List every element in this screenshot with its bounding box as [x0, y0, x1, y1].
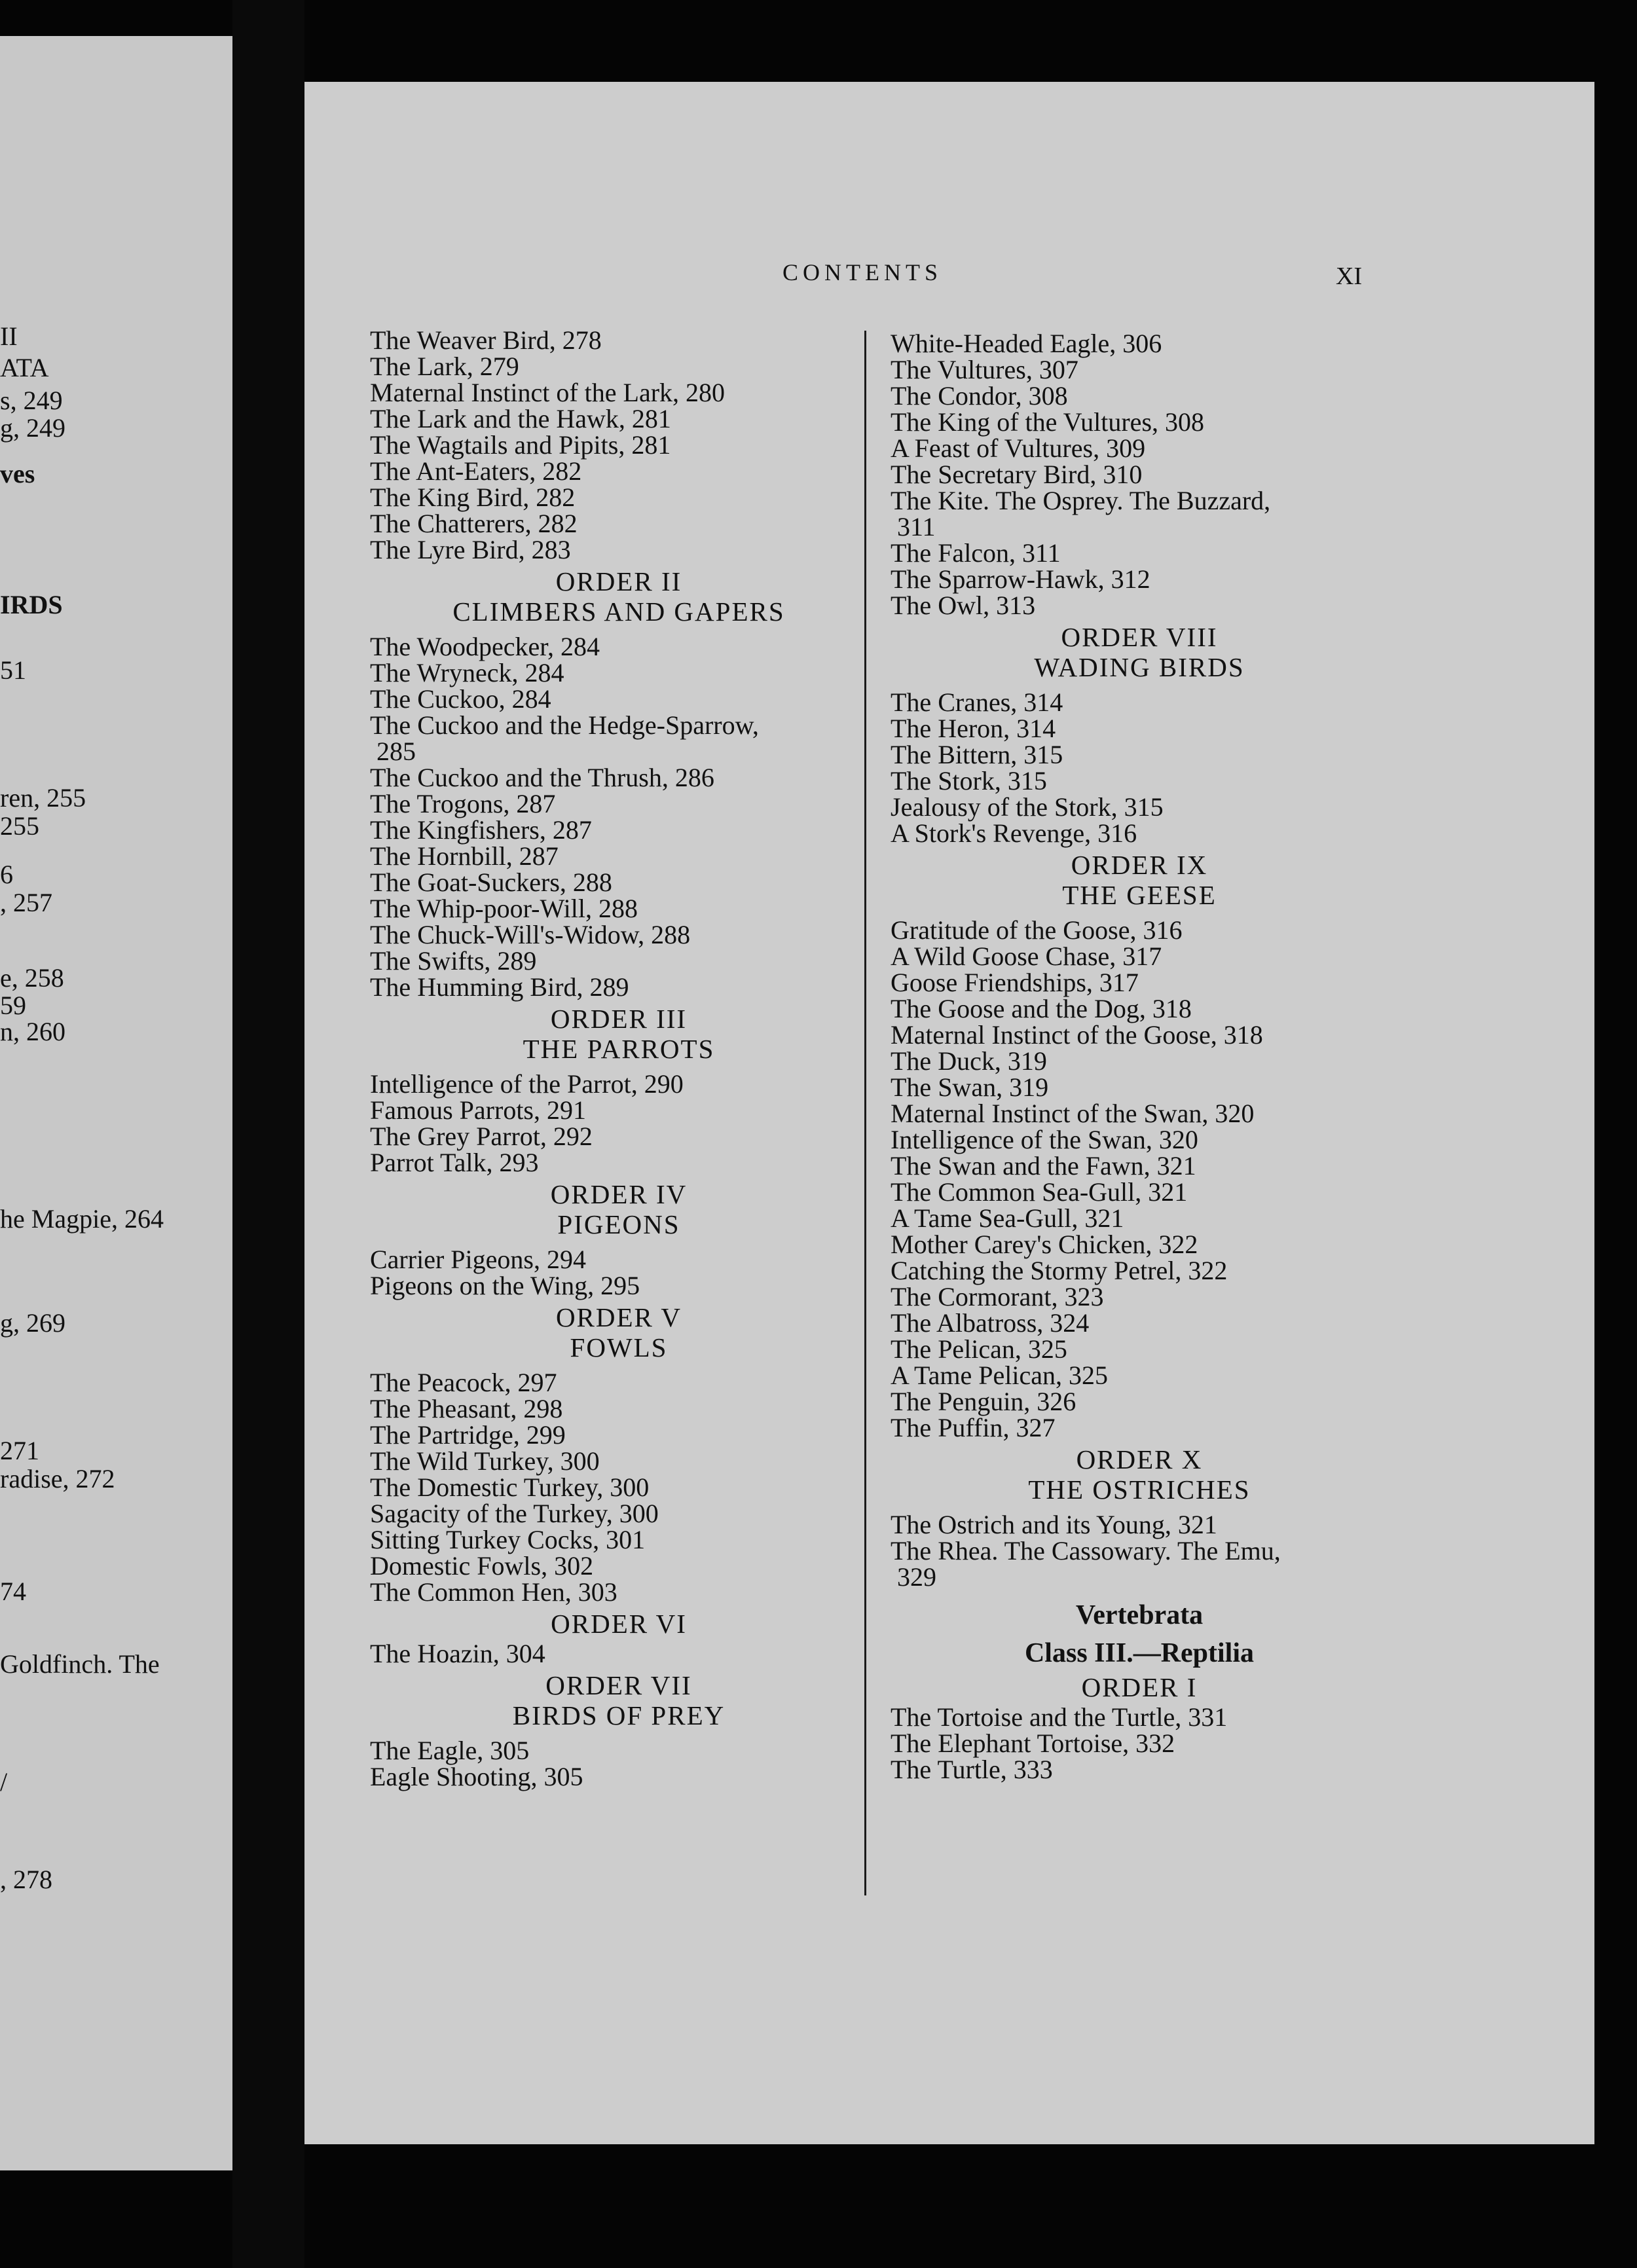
facing-page-text: 271 [0, 1436, 39, 1465]
contents-entry: The Lark, 279 [370, 352, 519, 381]
contents-entry: The Chuck-Will's-Widow, 288 [370, 920, 691, 949]
order-heading: ORDER IX [1071, 850, 1208, 880]
contents-entry: The Common Sea-Gull, 321 [891, 1177, 1188, 1207]
facing-page-text: , 278 [0, 1865, 52, 1894]
contents-entry: Intelligence of the Swan, 320 [891, 1125, 1198, 1154]
contents-entry: The Lyre Bird, 283 [370, 535, 571, 564]
facing-page-text: II [0, 321, 18, 351]
section-heading: THE GEESE [1062, 880, 1217, 910]
section-heading: CLIMBERS AND GAPERS [452, 596, 785, 627]
contents-entry: The Chatterers, 282 [370, 509, 578, 538]
contents-entry: The Whip-poor-Will, 288 [370, 894, 638, 923]
contents-entry: The Wagtails and Pipits, 281 [370, 430, 671, 460]
facing-page-text: 51 [0, 655, 26, 685]
order-heading: ORDER X [1076, 1444, 1203, 1474]
section-heading: THE PARROTS [523, 1034, 715, 1064]
contents-entry: The Goat-Suckers, 288 [370, 868, 612, 897]
contents-entry: The King of the Vultures, 308 [891, 407, 1205, 437]
contents-entry: The Pelican, 325 [891, 1334, 1067, 1364]
contents-entry: The Vultures, 307 [891, 355, 1078, 384]
facing-page-text: 255 [0, 811, 39, 841]
contents-entry: The Cuckoo and the Thrush, 286 [370, 763, 714, 792]
contents-entry: A Feast of Vultures, 309 [891, 433, 1146, 463]
contents-entry: Maternal Instinct of the Lark, 280 [370, 378, 726, 407]
contents-entry: The Eagle, 305 [370, 1736, 530, 1765]
order-heading: ORDER IV [550, 1179, 688, 1209]
facing-page [0, 36, 232, 2170]
column-divider [864, 331, 866, 1895]
contents-entry: The Cuckoo and the Hedge-Sparrow, [370, 710, 759, 740]
facing-page-text: ren, 255 [0, 783, 86, 813]
facing-page-text: ATA [0, 353, 49, 382]
contents-entry: Jealousy of the Stork, 315 [891, 792, 1164, 822]
contents-entry: The Hoazin, 304 [370, 1639, 545, 1668]
section-heading: PIGEONS [557, 1209, 680, 1239]
facing-page-text: ves [0, 459, 35, 488]
facing-page-text: g, 249 [0, 413, 65, 443]
class-heading: Vertebrata [1075, 1600, 1204, 1630]
facing-page-text: n, 260 [0, 1017, 65, 1046]
contents-entry: The Falcon, 311 [891, 538, 1061, 568]
contents-entry: The Ant-Eaters, 282 [370, 456, 582, 486]
contents-entry: The Peacock, 297 [370, 1368, 557, 1397]
contents-entry: A Wild Goose Chase, 317 [891, 942, 1162, 971]
contents-entry: The Sparrow-Hawk, 312 [891, 564, 1150, 594]
facing-page-text: he Magpie, 264 [0, 1204, 164, 1234]
contents-entry: Eagle Shooting, 305 [370, 1762, 583, 1791]
contents-entry: The King Bird, 282 [370, 483, 576, 512]
contents-entry: The Swan, 319 [891, 1072, 1049, 1102]
contents-entry: The Pheasant, 298 [370, 1394, 563, 1423]
facing-page-text: 6 [0, 860, 13, 889]
contents-entry: A Tame Sea-Gull, 321 [891, 1203, 1124, 1233]
contents-entry: Parrot Talk, 293 [370, 1148, 539, 1177]
contents-entry: The Albatross, 324 [891, 1308, 1090, 1338]
contents-entry: Intelligence of the Parrot, 290 [370, 1069, 684, 1099]
contents-entry: White-Headed Eagle, 306 [891, 329, 1162, 358]
book-gutter [232, 0, 304, 2268]
order-heading: ORDER II [555, 566, 682, 596]
contents-entry: The Woodpecker, 284 [370, 632, 600, 661]
order-heading: ORDER I [1081, 1672, 1198, 1702]
contents-entry: The Condor, 308 [891, 381, 1068, 411]
contents-entry: The Grey Parrot, 292 [370, 1122, 593, 1151]
contents-entry: The Puffin, 327 [891, 1413, 1056, 1442]
contents-entry: The Humming Bird, 289 [370, 972, 629, 1002]
class-heading: Class III.—Reptilia [1024, 1638, 1255, 1668]
facing-page-text: , 257 [0, 888, 52, 917]
order-heading: ORDER VIII [1061, 622, 1218, 652]
contents-entry: The Swan and the Fawn, 321 [891, 1151, 1196, 1180]
contents-entry: The Kite. The Osprey. The Buzzard, [891, 486, 1271, 515]
contents-entry: Sitting Turkey Cocks, 301 [370, 1525, 646, 1554]
contents-entry: Catching the Stormy Petrel, 322 [891, 1256, 1228, 1285]
contents-entry: The Kingfishers, 287 [370, 815, 592, 845]
facing-page-text: IRDS [0, 590, 63, 619]
contents-entry: The Wryneck, 284 [370, 658, 564, 687]
contents-column-2 [891, 331, 1388, 1783]
contents-entry: Goose Friendships, 317 [891, 968, 1139, 997]
contents-entry: A Stork's Revenge, 316 [891, 818, 1137, 848]
section-heading: FOWLS [570, 1332, 668, 1363]
facing-page-text: 59 [0, 991, 26, 1020]
facing-page-text: e, 258 [0, 963, 64, 993]
facing-page-text: g, 269 [0, 1308, 65, 1338]
contents-entry: Sagacity of the Turkey, 300 [370, 1499, 659, 1528]
order-heading: ORDER V [555, 1302, 682, 1332]
contents-entry: The Owl, 313 [891, 591, 1036, 620]
contents-entry: The Trogons, 287 [370, 789, 556, 818]
contents-entry: Domestic Fowls, 302 [370, 1551, 594, 1581]
contents-entry: The Elephant Tortoise, 332 [891, 1728, 1175, 1758]
contents-entry: The Hornbill, 287 [370, 841, 559, 871]
contents-entry: Famous Parrots, 291 [370, 1095, 586, 1125]
contents-entry: The Weaver Bird, 278 [370, 325, 602, 355]
facing-page-text: / [0, 1767, 8, 1797]
contents-entry: The Lark and the Hawk, 281 [370, 404, 671, 433]
contents-entry: The Turtle, 333 [891, 1755, 1053, 1784]
contents-entry: The Secretary Bird, 310 [891, 460, 1143, 489]
contents-entry: The Heron, 314 [891, 714, 1056, 743]
contents-entry: Gratitude of the Goose, 316 [891, 915, 1183, 945]
section-heading: WADING BIRDS [1034, 652, 1245, 682]
contents-entry: The Domestic Turkey, 300 [370, 1472, 650, 1502]
facing-page-text: s, 249 [0, 386, 63, 415]
contents-entry: The Swifts, 289 [370, 946, 537, 976]
contents-entry: The Bittern, 315 [891, 740, 1063, 769]
order-heading: ORDER VI [551, 1609, 687, 1639]
entry-continuation: 311 [897, 512, 936, 541]
section-heading: BIRDS OF PREY [512, 1700, 726, 1730]
order-heading: ORDER III [550, 1004, 688, 1034]
contents-entry: The Tortoise and the Turtle, 331 [891, 1702, 1228, 1732]
contents-entry: The Ostrich and its Young, 321 [891, 1510, 1217, 1539]
contents-entry: The Goose and the Dog, 318 [891, 994, 1192, 1023]
running-head: CONTENTS [782, 259, 942, 285]
contents-entry: A Tame Pelican, 325 [891, 1361, 1108, 1390]
page-number: XI [1336, 263, 1363, 290]
contents-entry: Carrier Pigeons, 294 [370, 1245, 586, 1274]
contents-column-1 [370, 327, 868, 1790]
entry-continuation: 285 [377, 737, 416, 766]
contents-entry: Maternal Instinct of the Goose, 318 [891, 1020, 1263, 1050]
facing-page-text: Goldfinch. The [0, 1649, 160, 1679]
entry-continuation: 329 [897, 1562, 936, 1592]
facing-page-text: 74 [0, 1577, 26, 1606]
contents-entry: Maternal Instinct of the Swan, 320 [891, 1099, 1255, 1128]
order-heading: ORDER VII [545, 1670, 692, 1700]
contents-entry: The Cuckoo, 284 [370, 684, 551, 714]
contents-entry: The Cormorant, 323 [891, 1282, 1104, 1311]
contents-entry: The Cranes, 314 [891, 687, 1063, 717]
facing-page-text: radise, 272 [0, 1464, 115, 1493]
contents-entry: The Stork, 315 [891, 766, 1047, 796]
contents-entry: The Partridge, 299 [370, 1420, 566, 1450]
contents-entry: The Common Hen, 303 [370, 1577, 617, 1607]
contents-entry: The Wild Turkey, 300 [370, 1446, 600, 1476]
contents-entry: The Penguin, 326 [891, 1387, 1076, 1416]
contents-entry: Pigeons on the Wing, 295 [370, 1271, 640, 1300]
contents-entry: The Duck, 319 [891, 1046, 1047, 1076]
contents-entry: The Rhea. The Cassowary. The Emu, [891, 1536, 1281, 1565]
section-heading: THE OSTRICHES [1028, 1474, 1251, 1505]
contents-entry: Mother Carey's Chicken, 322 [891, 1230, 1198, 1259]
